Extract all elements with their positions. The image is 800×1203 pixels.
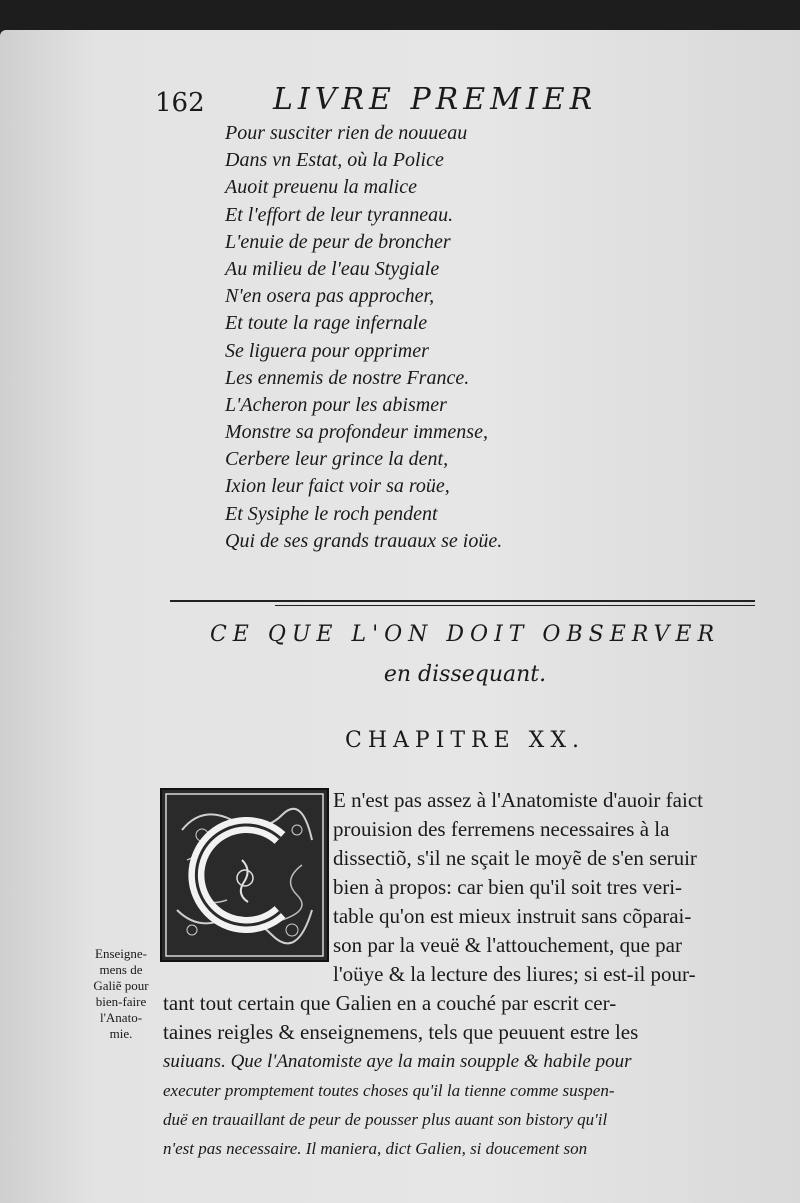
chapter-heading: CHAPITRE XX. (344, 728, 585, 753)
poem-line: N'en osera pas approcher, (225, 285, 435, 308)
body-line: suiuans. Que l'Anatomiste aye la main soupple & habile pour (163, 1051, 632, 1072)
body-line: E n'est pas assez à l'Anatomiste d'auoir faict (333, 788, 703, 812)
margin-note (82, 946, 160, 1042)
poem-line: Cerbere leur grince la dent, (225, 448, 449, 471)
page-header (155, 82, 675, 122)
body-line: bien à propos: car bien qu'il soit tres veri- (333, 875, 683, 899)
poem-line: Pour susciter rien de nouueau (225, 122, 468, 144)
margin-note-line: mie. (109, 1026, 133, 1041)
body-line: dissectiõ, s'il ne sçait le moyẽ de s'en seruir (333, 846, 697, 870)
poem-line: Auoit preuenu la malice (225, 176, 417, 199)
book-page (0, 30, 800, 1203)
body-line: n'est pas necessaire. Il maniera, dict Galien, si doucement son (163, 1139, 588, 1158)
poem-line: Dans vn Estat, où la Police (225, 149, 444, 172)
poem (225, 120, 645, 555)
section-divider (170, 600, 755, 608)
page-number: 162 (155, 88, 205, 118)
poem-line: L'Acheron pour les abismer (225, 393, 447, 416)
poem-line: Et toute la rage infernale (225, 312, 428, 335)
divider-rule-upper (170, 600, 755, 602)
poem-line: Qui de ses grands trauaux se ioüe. (225, 529, 503, 552)
body-line: l'oüye & la lecture des liures; si est-il pour- (333, 962, 696, 986)
poem-line: Se liguera pour opprimer (225, 339, 429, 362)
section-subtitle: en dissequant. (383, 662, 547, 687)
margin-note-line: mens de (99, 962, 143, 977)
body-line: son par la veuë & l'attouchement, que par (333, 933, 682, 957)
body-line: prouision des ferremens necessaires à la (333, 817, 670, 841)
margin-note-line: l'Anato- (99, 1010, 143, 1025)
poem-line: Et l'effort de leur tyranneau. (225, 203, 454, 226)
margin-note-line: bien-faire (95, 994, 147, 1009)
decorated-initial-c-icon (160, 788, 329, 962)
poem-line: Au milieu de l'eau Stygiale (225, 257, 440, 280)
running-title: LIVRE PREMIER (273, 82, 598, 117)
poem-line: Monstre sa profondeur immense, (225, 421, 488, 444)
body-line: tant tout certain que Galien en a couché par escrit cer- (163, 991, 617, 1015)
body-line: table qu'on est mieux instruit sans cõparai- (333, 904, 692, 928)
divider-rule-lower (275, 605, 755, 606)
body-line: executer promptement toutes choses qu'il la tienne comme suspen- (163, 1081, 615, 1100)
margin-note-line: Galiẽ pour (93, 978, 149, 993)
margin-note-line: Enseigne- (95, 946, 147, 961)
poem-line: Ixion leur faict voir sa roüe, (225, 475, 450, 498)
body-line: duë en trauaillant de peur de pousser plus auant son bistory qu'il (163, 1110, 608, 1129)
section-title: CE QUE L'ON DOIT OBSERVER (209, 622, 721, 647)
poem-line: L'enuie de peur de broncher (225, 230, 451, 253)
body-line: taines reigles & enseignemens, tels que peuuent estre les (163, 1020, 639, 1044)
poem-line: Et Sysiphe le roch pendent (225, 502, 438, 525)
poem-line: Les ennemis de nostre France. (225, 366, 470, 389)
